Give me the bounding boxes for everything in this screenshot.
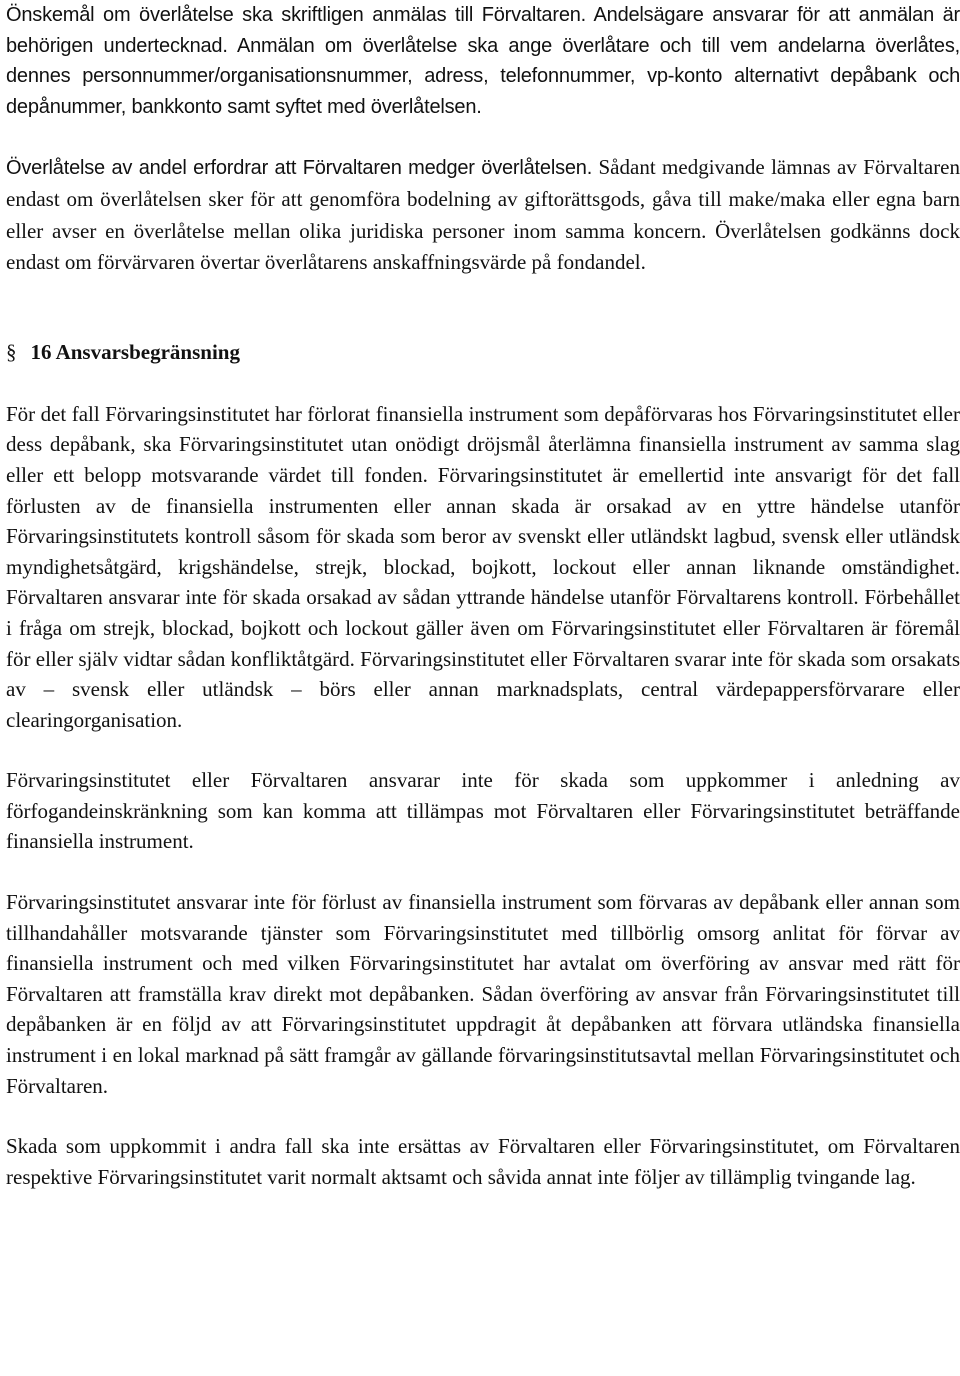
paragraph-transfer-consent (6, 152, 960, 278)
transfer-consent-lead: Överlåtelse av andel erfordrar att Förvaltaren medger överlåtelsen. (6, 157, 593, 180)
paragraph-spacer (6, 735, 960, 765)
heading-spacer (6, 367, 960, 399)
paragraph-other-damages: Skada som uppkommit i andra fall ska inte ersättas av Förvaltaren eller Förvaringsinstitutet, om Förvaltaren respektive Förvaringsinstitutet varit normalt aktsamt och såvida annat inte följer av tillämplig tvingande lag. (6, 1134, 960, 1189)
paragraph-spacer (6, 1101, 960, 1131)
document-page (6, 0, 960, 1192)
paragraph-liability-loss: För det fall Förvaringsinstitutet har förlorat finansiella instrument som depåförvaras hos Förvaringsinstitutet eller dess depåbank, ska Förvaringsinstitutet utan onödigt dröjsmål återlämna finansiella instrument av samma slag eller ett belopp motsvarande värdet till fonden. Förvaringsinstitutet är emellertid inte ansvarigt för det fall förlusten av de finansiella instrumenten eller annan skada är orsakad av en yttre händelse utanför Förvaringsinstitutets kontroll såsom för skada som beror av svenskt eller utländskt lagbud, svensk eller utländsk myndighetsåtgärd, krigshändelse, strejk, blockad, bojkott, lockout eller annan liknande omständighet. Förvaltaren ansvarar inte för skada orsakad av sådan yttrande händelse utanför Förvaltarens kontroll. Förbehållet i fråga om strejk, blockad, bojkott och lockout gäller även om Förvaringsinstitutet eller Förvaltaren är föremål för eller själv vidtar sådan konfliktåtgärd. Förvaringsinstitutet eller Förvaltaren svarar inte för skada som orsakats av – svensk eller utländsk – börs eller annan marknadsplats, central värdepappersförvarare eller clearingorganisation. (6, 401, 960, 732)
paragraph-spacer (6, 857, 960, 887)
paragraph-disposal-restriction: Förvaringsinstitutet eller Förvaltaren ansvarar inte för skada som uppkommer i anledning av förfogandeinskränkning som kan komma att tillämpas mot Förvaltaren eller Förvaringsinstitutet beträffande finansiella instrument. (6, 768, 960, 854)
section-spacer (6, 279, 960, 337)
section-heading (6, 337, 960, 367)
paragraph-transfer-notification: Önskemål om överlåtelse ska skriftligen anmälas till Förvaltaren. Andelsägare ansvarar för att anmälan är behörigen undertecknad. Anmälan om överlåtelse ska ange överlåtare och till vem andelarna överlåtes, dennes personnummer/organisationsnummer, adress, telefonnummer, vp-konto alternativt depåbank och depånummer, bankkonto samt syftet med överlåtelsen. (6, 4, 960, 118)
transfer-consent-body: Sådant medgivande lämnas av Förvaltaren endast om överlåtelsen sker för att genomföra bodelning av giftorättsgods, gåva till make/maka eller egna barn eller avser en överlåtelse mellan olika juridiska personer inom samma koncern. Överlåtelsen godkänns dock endast om förvärvaren övertar överlåtarens anskaffningsvärde på fondandel. (6, 155, 960, 275)
paragraph-depository-bank: Förvaringsinstitutet ansvarar inte för förlust av finansiella instrument som förvaras av depåbank eller annan som tillhandahåller motsvarande tjänster som Förvaringsinstitutet med tillbörlig omsorg anlitat för förvar av finansiella instrument och med vilken Förvaringsinstitutet har avtalat om överföring av ansvar med rätt för Förvaltaren att framställa krav direkt mot depåbanken. Sådan överföring av ansvar från Förvaringsinstitutet till depåbanken är en följd av att Förvaringsinstitutet uppdragit åt depåbanken att förvara utländska finansiella instrument i en lokal marknad på sätt framgår av gällande förvaringsinstitutsavtal mellan Förvaringsinstitutet och Förvaltaren. (6, 890, 960, 1098)
section-title: 16 Ansvarsbegränsning (30, 339, 240, 364)
section-symbol: § (6, 339, 17, 364)
paragraph-spacer (6, 122, 960, 152)
